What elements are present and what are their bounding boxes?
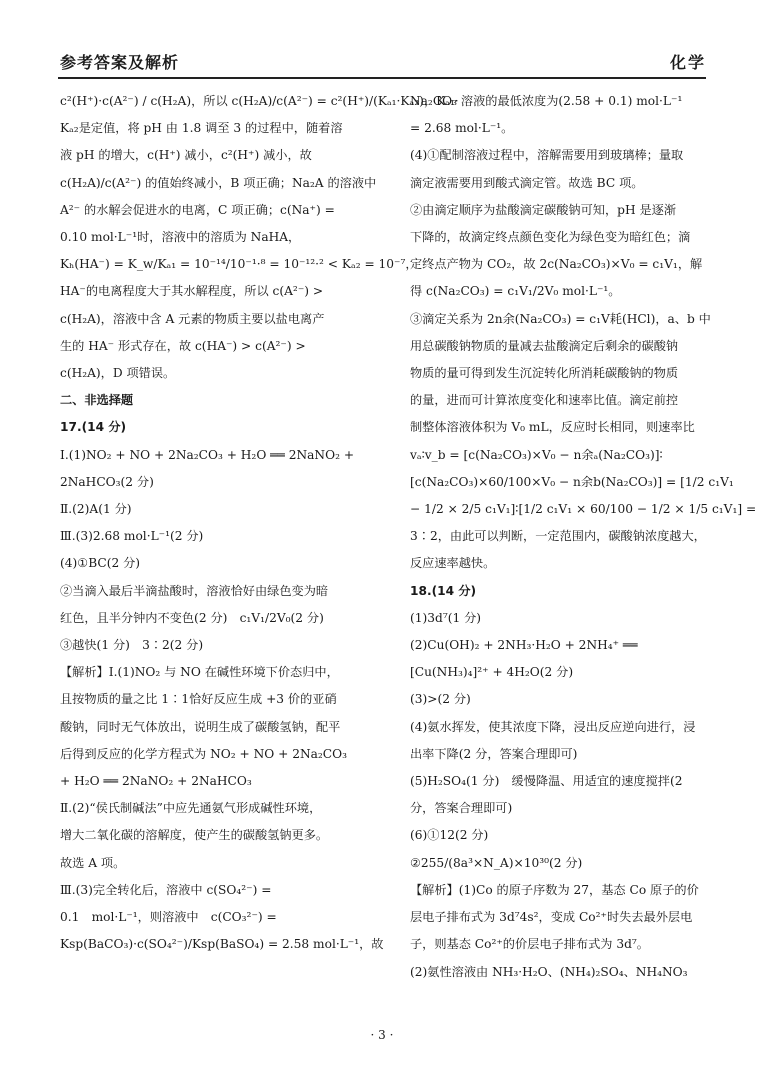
- left-column-line: A²⁻ 的水解会促进水的电离，C 项正确；c(Na⁺) =: [60, 202, 335, 217]
- left-column-line: 液 pH 的增大，c(H⁺) 减小，c²(H⁺) 减小，故: [60, 148, 312, 163]
- left-column-line: Ⅲ.(3)完全转化后，溶液中 c(SO₄²⁻) =: [60, 882, 272, 897]
- right-column-line: 得 c(Na₂CO₃) = c₁V₁/2V₀ mol·L⁻¹。: [410, 284, 621, 299]
- left-column-line: c²(H⁺)·c(A²⁻) / c(H₂A)，所以 c(H₂A)/c(A²⁻) = c²(H⁺)/(Kₐ₁·Kₐ₂)，Kₐ₁·: [60, 94, 459, 108]
- right-column-line: vₐ∶v_b = [c(Na₂CO₃)×V₀ − n余ₐ(Na₂CO₃)]∶: [410, 447, 663, 462]
- right-column-line: 3∶2，由此可以判断，一定范围内，碳酸钠浓度越大，: [410, 529, 706, 544]
- page-header: [60, 44, 706, 78]
- right-column-line: − 1/2 × 2/5 c₁V₁]∶[1/2 c₁V₁ × 60/100 − 1/2 × 1/5 c₁V₁] =: [410, 502, 757, 517]
- left-column-line: + H₂O ══ 2NaNO₂ + 2NaHCO₃: [60, 774, 252, 789]
- right-column-line: ③滴定关系为 2n余(Na₂CO₃) = c₁V耗(HCl)，a、b 中: [410, 311, 711, 326]
- left-column-line: Ⅲ.(3)2.68 mol·L⁻¹(2 分): [60, 529, 204, 544]
- right-column-line: (1)3d⁷(1 分): [410, 610, 482, 625]
- right-column-line: Na₂CO₃ 溶液的最低浓度为(2.58 + 0.1) mol·L⁻¹: [410, 94, 683, 108]
- right-column-line: 18.(14 分): [410, 583, 477, 598]
- left-column-line: 且按物质的量之比 1∶1恰好反应生成 +3 价的亚硝: [60, 692, 337, 707]
- right-column-line: (2)Cu(OH)₂ + 2NH₃·H₂O + 2NH₄⁺ ══: [410, 638, 638, 653]
- right-column: [410, 88, 757, 986]
- left-column-line: ②当滴入最后半滴盐酸时，溶液恰好由绿色变为暗: [60, 583, 329, 598]
- left-column-line: HA⁻的电离程度大于其水解程度，所以 c(A²⁻) >: [60, 284, 324, 299]
- right-column-line: 物质的量可得到发生沉淀转化所消耗碳酸钠的物质: [410, 366, 679, 381]
- left-column-line: 2NaHCO₃(2 分): [60, 474, 154, 489]
- left-column-line: ③越快(1 分) 3∶2(2 分): [60, 638, 204, 653]
- page-number: · 3 ·: [370, 1028, 394, 1042]
- left-column-line: 生的 HA⁻ 形式存在，故 c(HA⁻) > c(A²⁻) >: [60, 338, 306, 353]
- right-column-line: 制整体溶液体积为 V₀ mL，反应时长相同，则速率比: [410, 420, 695, 435]
- left-column-line: Kₐ₂是定值，将 pH 由 1.8 调至 3 的过程中，随着溶: [60, 121, 343, 136]
- right-column-line: (4)氨水挥发，使其浓度下降，浸出反应逆向进行，浸: [410, 719, 696, 734]
- left-column-line: c(H₂A)，溶液中含 A 元素的物质主要以盐电离产: [60, 311, 325, 326]
- right-column-line: 定终点产物为 CO₂，故 2c(Na₂CO₃)×V₀ = c₁V₁，解: [410, 257, 703, 272]
- left-column-line: Ⅰ.(1)NO₂ + NO + 2Na₂CO₃ + H₂O ══ 2NaNO₂ +: [60, 447, 355, 462]
- left-column-line: 红色，且半分钟内不变色(2 分) c₁V₁/2V₀(2 分): [60, 610, 324, 625]
- right-column-line: ②由滴定顺序为盐酸滴定碳酸钠可知，pH 是逐渐: [410, 202, 677, 217]
- left-column-line: 【解析】Ⅰ.(1)NO₂ 与 NO 在碱性环境下价态归中，: [60, 665, 339, 680]
- right-column-line: 滴定液需要用到酸式滴定管。故选 BC 项。: [410, 175, 644, 190]
- right-column-line: (5)H₂SO₄(1 分) 缓慢降温、用适宜的速度搅拌(2: [410, 774, 683, 789]
- header-rule: [58, 77, 706, 79]
- right-column-line: (6)①12(2 分): [410, 828, 489, 843]
- left-column-line: c(H₂A)/c(A²⁻) 的值始终减小，B 项正确；Na₂A 的溶液中: [60, 175, 377, 190]
- header-subject-title: 化学: [669, 53, 706, 72]
- left-column-line: Ksp(BaCO₃)·c(SO₄²⁻)/Ksp(BaSO₄) = 2.58 mol·L⁻¹，故: [60, 937, 384, 952]
- left-column-line: (4)①BC(2 分): [60, 556, 141, 571]
- right-column-line: 下降的，故滴定终点颜色变化为绿色变为暗红色；滴: [410, 230, 691, 245]
- right-column-line: 分，答案合理即可): [410, 801, 513, 816]
- right-column-line: ②255/(8a³×N_A)×10³⁰(2 分): [410, 855, 583, 870]
- left-column-line: 0.1 mol·L⁻¹，则溶液中 c(CO₃²⁻) =: [60, 910, 277, 925]
- right-column-line: (4)①配制溶液过程中，溶解需要用到玻璃棒；量取: [410, 148, 684, 163]
- right-column-line: 【解析】(1)Co 的原子序数为 27，基态 Co 原子的价: [410, 882, 699, 897]
- right-column-line: 出率下降(2 分，答案合理即可): [410, 746, 578, 761]
- left-column-line: 17.(14 分): [60, 420, 127, 435]
- right-column-line: [Cu(NH₃)₄]²⁺ + 4H₂O(2 分): [410, 665, 574, 680]
- left-column-line: 二、非选择题: [60, 393, 134, 408]
- right-column-line: [c(Na₂CO₃)×60/100×V₀ − n余b(Na₂CO₃)] = [1/2 c₁V₁: [410, 474, 734, 489]
- header-left-title: 参考答案及解析: [60, 53, 180, 72]
- left-column-line: 故选 A 项。: [60, 855, 126, 870]
- left-column-line: Ⅱ.(2)A(1 分): [60, 502, 132, 517]
- left-column-line: Ⅱ.(2)“侯氏制碱法”中应先通氨气形成碱性环境，: [60, 801, 322, 816]
- right-column-line: 的量，进而可计算浓度变化和速率比值。滴定前控: [410, 393, 679, 408]
- right-column-line: 层电子排布式为 3d⁷4s²，变成 Co²⁺时失去最外层电: [410, 910, 693, 925]
- right-column-line: 反应速率越快。: [410, 556, 496, 571]
- left-column-line: 增大二氧化碳的溶解度，使产生的碳酸氢钠更多。: [60, 828, 329, 843]
- right-column-line: = 2.68 mol·L⁻¹。: [410, 121, 514, 136]
- left-column-line: c(H₂A)，D 项错误。: [60, 366, 176, 381]
- right-column-line: 子，则基态 Co²⁺的价层电子排布式为 3d⁷。: [410, 937, 649, 952]
- left-column-line: 酸钠，同时无气体放出，说明生成了碳酸氢钠，配平: [60, 719, 341, 734]
- left-column-line: Kₕ(HA⁻) = K_w/Kₐ₁ = 10⁻¹⁴/10⁻¹·⁸ = 10⁻¹²·² < Kₐ₂ = 10⁻⁷，: [60, 257, 418, 272]
- right-column-line: 用总碳酸钠物质的量减去盐酸滴定后剩余的碳酸钠: [410, 338, 679, 353]
- right-column-line: (2)氨性溶液由 NH₃·H₂O、(NH₄)₂SO₄、NH₄NO₃: [410, 964, 688, 979]
- left-column-line: 后得到反应的化学方程式为 NO₂ + NO + 2Na₂CO₃: [60, 746, 348, 761]
- left-column-line: 0.10 mol·L⁻¹时，溶液中的溶质为 NaHA，: [60, 230, 301, 245]
- right-column-line: (3)>(2 分): [410, 692, 471, 707]
